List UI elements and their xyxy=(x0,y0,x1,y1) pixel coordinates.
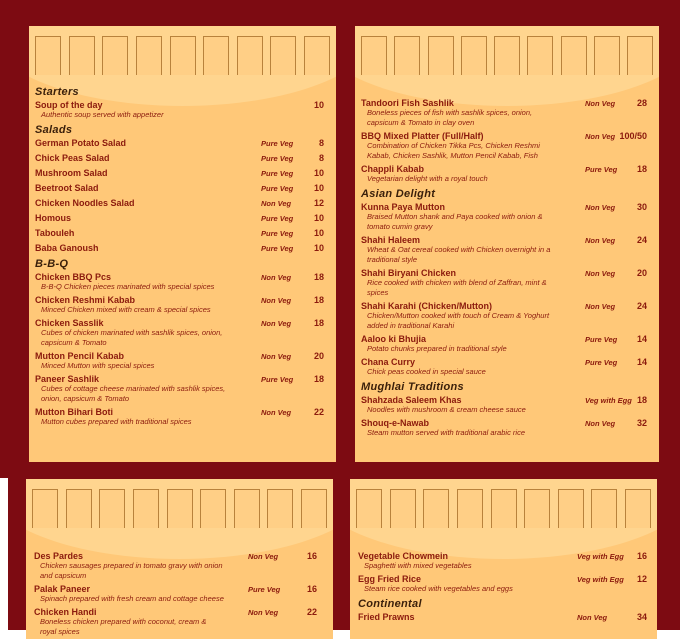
menu-item xyxy=(35,243,336,253)
item-name: Shahi Karahi (Chicken/Mutton) xyxy=(361,301,493,311)
menu-item xyxy=(361,98,659,128)
window-frame xyxy=(494,36,520,75)
menu-item xyxy=(361,334,659,354)
item-name: Des Pardes xyxy=(34,551,84,561)
item-description: Authentic soup served with appetizer xyxy=(41,110,164,119)
item-description: Minced Chicken mixed with cream & special spices xyxy=(41,305,211,314)
item-name: Fried Prawns xyxy=(358,612,415,622)
window-frame xyxy=(625,489,651,528)
item-price: 24 xyxy=(636,301,647,311)
decorative-window-frames xyxy=(356,489,651,531)
item-price: 8 xyxy=(318,153,324,163)
menu-item xyxy=(35,100,336,120)
menu-item xyxy=(358,551,657,571)
item-price: 30 xyxy=(636,202,647,212)
item-description: Chicken sausages prepared in tomato gravy with onion and capsicum xyxy=(40,561,223,580)
section-title: Asian Delight xyxy=(361,188,436,200)
window-frame xyxy=(170,36,196,75)
item-name: German Potato Salad xyxy=(35,138,127,148)
item-name: Vegetable Chowmein xyxy=(358,551,449,561)
window-frame xyxy=(133,489,159,528)
item-name: Chana Curry xyxy=(361,357,416,367)
item-description: Rice cooked with chicken with blend of Zaffran, mint & spices xyxy=(367,278,547,297)
item-description: Steam mutton served with traditional arabic rice xyxy=(367,428,525,437)
menu-items xyxy=(355,98,659,441)
window-frame xyxy=(527,36,553,75)
window-frame xyxy=(301,489,327,528)
decorative-window-frames xyxy=(32,489,327,531)
menu-item xyxy=(35,318,336,348)
item-price: 10 xyxy=(313,100,324,110)
window-frame xyxy=(237,36,263,75)
diet-tag: Pure Veg xyxy=(261,214,294,223)
diet-tag: Non Veg xyxy=(261,319,292,328)
diet-tag: Non Veg xyxy=(261,352,292,361)
item-price: 22 xyxy=(313,407,324,417)
item-name: Tandoori Fish Sashlik xyxy=(361,98,454,108)
item-name: Shouq-e-Nawab xyxy=(361,418,430,428)
window-frame xyxy=(66,489,92,528)
menu-items xyxy=(350,551,657,627)
menu-item xyxy=(34,607,333,637)
diet-tag: Pure Veg xyxy=(261,375,294,384)
menu-item xyxy=(35,351,336,371)
item-description: Combination of Chicken Tikka Pcs, Chicken Reshmi Kabab, Chicken Sashlik, Mutton Pencil Kabab, Fish xyxy=(367,141,540,160)
item-description: Chick peas cooked in special sauce xyxy=(367,367,486,376)
item-description: Boneless pieces of fish with sashlik spices, onion, capsicum & Tomato in clay oven xyxy=(367,108,533,127)
menu-items xyxy=(26,551,333,639)
window-frame xyxy=(35,36,61,75)
item-description: Minced Mutton with special spices xyxy=(41,361,155,370)
item-price: 18 xyxy=(313,295,324,305)
window-frame xyxy=(69,36,95,75)
menu-item xyxy=(361,235,659,265)
window-frame xyxy=(167,489,193,528)
item-price: 100/50 xyxy=(619,131,647,141)
item-price: 10 xyxy=(313,213,324,223)
item-name: Homous xyxy=(35,213,71,223)
menu-item xyxy=(358,574,657,594)
diet-tag: Non Veg xyxy=(585,302,616,311)
item-name: Chick Peas Salad xyxy=(35,153,110,163)
menu-item xyxy=(35,183,336,193)
menu-item xyxy=(35,272,336,292)
item-name: Chicken Sasslik xyxy=(35,318,104,328)
menu-item xyxy=(361,357,659,377)
window-frame xyxy=(304,36,330,75)
item-name: Kunna Paya Mutton xyxy=(361,202,446,212)
section-title: Continental xyxy=(358,598,422,610)
item-name: Beetroot Salad xyxy=(35,183,99,193)
diet-tag: Non Veg xyxy=(261,273,292,282)
window-frame xyxy=(594,36,620,75)
diet-tag: Non Veg xyxy=(585,99,616,108)
diet-tag: Pure Veg xyxy=(585,358,618,367)
menu-item xyxy=(35,407,336,427)
item-price: 8 xyxy=(318,138,324,148)
decorative-window-frames xyxy=(35,36,330,78)
item-description: Steam rice cooked with vegetables and eggs xyxy=(364,584,513,593)
menu-page-4 xyxy=(350,479,657,639)
item-price: 14 xyxy=(636,357,647,367)
window-frame xyxy=(234,489,260,528)
item-price: 18 xyxy=(313,374,324,384)
menu-items xyxy=(29,86,336,430)
item-name: Soup of the day xyxy=(35,100,103,110)
item-description: Cubes of cottage cheese marinated with sashlik spices, onion, capsicum & Tomato xyxy=(41,384,226,403)
item-name: Palak Paneer xyxy=(34,584,91,594)
item-name: Chicken BBQ Pcs xyxy=(35,272,112,282)
menu-item xyxy=(35,228,336,238)
item-price: 22 xyxy=(306,607,317,617)
item-name: BBQ Mixed Platter (Full/Half) xyxy=(361,131,484,141)
section-title: Starters xyxy=(35,86,79,98)
diet-tag: Pure Veg xyxy=(261,229,294,238)
diet-tag: Pure Veg xyxy=(261,244,294,253)
window-frame xyxy=(591,489,617,528)
item-name: Shahi Biryani Chicken xyxy=(361,268,457,278)
item-name: Mutton Bihari Boti xyxy=(35,407,113,417)
window-frame xyxy=(627,36,653,75)
diet-tag: Pure Veg xyxy=(261,139,294,148)
window-frame xyxy=(558,489,584,528)
diet-tag: Non Veg xyxy=(577,613,608,622)
diet-tag: Pure Veg xyxy=(585,165,618,174)
menu-page-1 xyxy=(29,26,336,462)
diet-tag: Non Veg xyxy=(585,236,616,245)
item-description: Spinach prepared with fresh cream and cottage cheese xyxy=(40,594,224,603)
window-frame xyxy=(203,36,229,75)
decorative-window-frames xyxy=(361,36,653,78)
item-price: 10 xyxy=(313,183,324,193)
menu-item xyxy=(361,268,659,298)
item-description: Boneless chicken prepared with coconut, cream & royal spices xyxy=(40,617,207,636)
diet-tag: Veg with Egg xyxy=(577,552,624,561)
window-frame xyxy=(200,489,226,528)
item-price: 10 xyxy=(313,228,324,238)
item-name: Baba Ganoush xyxy=(35,243,99,253)
item-price: 16 xyxy=(306,551,317,561)
menu-item xyxy=(35,168,336,178)
item-description: Chicken/Mutton cooked with touch of Cream & Yoghurt added in traditional Karahi xyxy=(367,311,550,330)
diet-tag: Non Veg xyxy=(261,296,292,305)
item-price: 10 xyxy=(313,168,324,178)
item-name: Chappli Kabab xyxy=(361,164,425,174)
diet-tag: Pure Veg xyxy=(248,585,281,594)
window-frame xyxy=(136,36,162,75)
item-name: Chicken Handi xyxy=(34,607,97,617)
item-name: Egg Fried Rice xyxy=(358,574,422,584)
item-description: Potato chunks prepared in traditional style xyxy=(367,344,507,353)
item-name: Chicken Reshmi Kabab xyxy=(35,295,136,305)
diet-tag: Non Veg xyxy=(585,203,616,212)
menu-item xyxy=(361,202,659,232)
item-name: Shahi Haleem xyxy=(361,235,421,245)
diet-tag: Pure Veg xyxy=(261,184,294,193)
item-price: 16 xyxy=(306,584,317,594)
window-frame xyxy=(267,489,293,528)
item-price: 20 xyxy=(313,351,324,361)
menu-item xyxy=(35,153,336,163)
section-title: Salads xyxy=(35,124,73,136)
menu-item xyxy=(358,612,657,622)
window-frame xyxy=(361,36,387,75)
item-description: Wheat & Oat cereal cooked with Chicken overnight in a traditional style xyxy=(367,245,551,264)
menu-item xyxy=(361,301,659,331)
diet-tag: Non Veg xyxy=(585,419,616,428)
item-name: Mushroom Salad xyxy=(35,168,108,178)
item-name: Mutton Pencil Kabab xyxy=(35,351,125,361)
window-frame xyxy=(102,36,128,75)
menu-item xyxy=(361,131,659,161)
item-price: 34 xyxy=(636,612,647,622)
item-price: 14 xyxy=(636,334,647,344)
window-frame xyxy=(428,36,454,75)
diet-tag: Pure Veg xyxy=(261,154,294,163)
menu-item xyxy=(35,295,336,315)
item-price: 18 xyxy=(313,318,324,328)
diet-tag: Non Veg xyxy=(248,608,279,617)
menu-item xyxy=(34,551,333,581)
menu-page-2 xyxy=(355,26,659,462)
menu-item xyxy=(34,584,333,604)
item-price: 24 xyxy=(636,235,647,245)
diet-tag: Non Veg xyxy=(585,269,616,278)
menu-item xyxy=(35,198,336,208)
window-frame xyxy=(457,489,483,528)
item-price: 10 xyxy=(313,243,324,253)
item-price: 28 xyxy=(636,98,647,108)
window-frame xyxy=(270,36,296,75)
diet-tag: Non Veg xyxy=(585,132,616,141)
section-title: B-B-Q xyxy=(35,258,69,270)
window-frame xyxy=(356,489,382,528)
menu-item xyxy=(35,138,336,148)
diet-tag: Veg with Egg xyxy=(577,575,624,584)
menu-item xyxy=(35,374,336,404)
menu-item xyxy=(361,418,659,438)
window-frame xyxy=(394,36,420,75)
item-description: Spaghetti with mixed vegetables xyxy=(364,561,472,570)
item-name: Tabouleh xyxy=(35,228,75,238)
diet-tag: Non Veg xyxy=(261,199,292,208)
item-price: 32 xyxy=(636,418,647,428)
item-description: B-B-Q Chicken pieces marinated with special spices xyxy=(41,282,215,291)
diet-tag: Non Veg xyxy=(248,552,279,561)
menu-page-3 xyxy=(26,479,333,639)
window-frame xyxy=(491,489,517,528)
window-frame xyxy=(423,489,449,528)
diet-tag: Pure Veg xyxy=(585,335,618,344)
menu-item xyxy=(35,213,336,223)
item-description: Vegetarian delight with a royal touch xyxy=(367,174,488,183)
item-name: Shahzada Saleem Khas xyxy=(361,395,462,405)
item-price: 18 xyxy=(636,395,647,405)
window-frame xyxy=(390,489,416,528)
item-description: Noodles with mushroom & cream cheese sauce xyxy=(367,405,526,414)
item-price: 16 xyxy=(636,551,647,561)
window-frame xyxy=(32,489,58,528)
item-price: 18 xyxy=(636,164,647,174)
window-frame xyxy=(99,489,125,528)
item-description: Braised Mutton shank and Paya cooked with onion & tomato cumin gravy xyxy=(367,212,543,231)
menu-item xyxy=(361,164,659,184)
diet-tag: Pure Veg xyxy=(261,169,294,178)
item-price: 18 xyxy=(313,272,324,282)
item-name: Chicken Noodles Salad xyxy=(35,198,135,208)
item-price: 20 xyxy=(636,268,647,278)
section-title: Mughlai Traditions xyxy=(361,381,464,393)
window-frame xyxy=(461,36,487,75)
item-price: 12 xyxy=(313,198,324,208)
item-name: Paneer Sashlik xyxy=(35,374,100,384)
item-name: Aaloo ki Bhujia xyxy=(361,334,427,344)
diet-tag: Non Veg xyxy=(261,408,292,417)
menu-item xyxy=(361,395,659,415)
diet-tag: Veg with Egg xyxy=(585,396,632,405)
item-description: Mutton cubes prepared with traditional spices xyxy=(41,417,192,426)
item-price: 12 xyxy=(636,574,647,584)
window-frame xyxy=(561,36,587,75)
item-description: Cubes of chicken marinated with sashlik spices, onion, capsicum & Tomato xyxy=(41,328,223,347)
window-frame xyxy=(524,489,550,528)
